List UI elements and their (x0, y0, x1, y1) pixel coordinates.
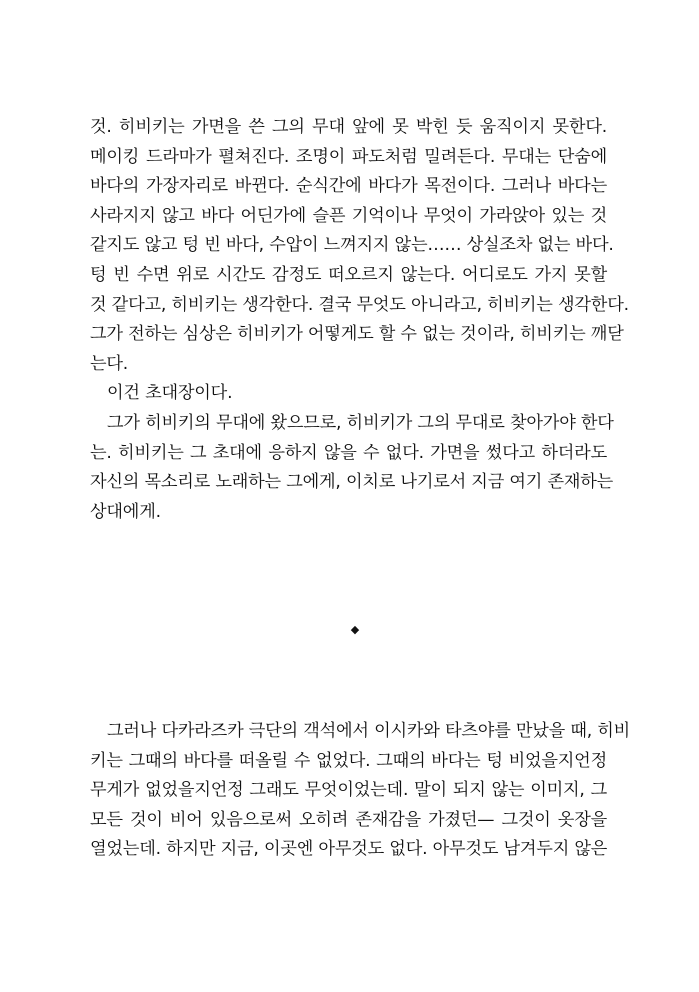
text-line: 텅 빈 수면 위로 시간도 감정도 떠오르지 않는다. 어디로도 가지 못할 (90, 264, 607, 285)
paragraph-2 (90, 379, 607, 409)
paragraph-1 (90, 113, 629, 379)
text-line: 그러나 다카라즈카 극단의 객석에서 이시카와 타츠야를 만났을 때, 히비 (107, 721, 631, 741)
text-line: 모든 것이 비어 있음으로써 오히려 존재감을 가졌던— 그것이 옷장을 (90, 809, 607, 830)
text-line: 그가 전하는 심상은 히비키가 어떻게도 할 수 없는 것이라, 히비키는 깨닫 (90, 324, 624, 345)
text-line: 무게가 없었을지언정 그래도 무엇이었는데. 말이 되지 않는 이미지, 그 (90, 780, 607, 801)
paragraph-4 (90, 717, 631, 865)
text-line: 그가 히비키의 무대에 왔으므로, 히비키가 그의 무대로 찾아가야 한다 (107, 413, 614, 433)
text-line: 는. 히비키는 그 초대에 응하지 않을 수 없다. 가면을 썼다고 하더라도 (90, 442, 607, 463)
text-line: 열었는데. 하지만 지금, 이곳엔 아무것도 없다. 아무것도 남겨두지 않은 (90, 839, 608, 860)
text-line: 메이킹 드라마가 펼쳐진다. 조명이 파도처럼 밀려든다. 무대는 단숨에 (90, 146, 607, 167)
text-line: 상대에게. (90, 501, 161, 522)
text-line: 는다. (90, 353, 129, 374)
text-line: 바다의 가장자리로 바뀐다. 순식간에 바다가 목전이다. 그러나 바다는 (90, 176, 607, 197)
text-line: 사라지지 않고 바다 어딘가에 슬픈 기억이나 무엇이 가라앉아 있는 것 (90, 205, 607, 226)
text-line: 같지도 않고 텅 빈 바다, 수압이 느껴지지 않는…… 상실조차 없는 바다. (90, 235, 614, 256)
diamond-ornament-icon: ◆ (350, 623, 360, 636)
paragraph-3 (90, 409, 614, 527)
text-line: 키는 그때의 바다를 떠올릴 수 없었다. 그때의 바다는 텅 비었을지언정 (90, 750, 607, 771)
text-line: 것. 히비키는 가면을 쓴 그의 무대 앞에 못 박힌 듯 움직이지 못한다. (90, 117, 607, 137)
text-line: 것 같다고, 히비키는 생각한다. 결국 무엇도 아니라고, 히비키는 생각한다. (90, 294, 629, 315)
text-line: 이건 초대장이다. (107, 383, 233, 404)
text-line: 자신의 목소리로 노래하는 그에게, 이치로 나기로서 지금 여기 존재하는 (90, 472, 614, 493)
